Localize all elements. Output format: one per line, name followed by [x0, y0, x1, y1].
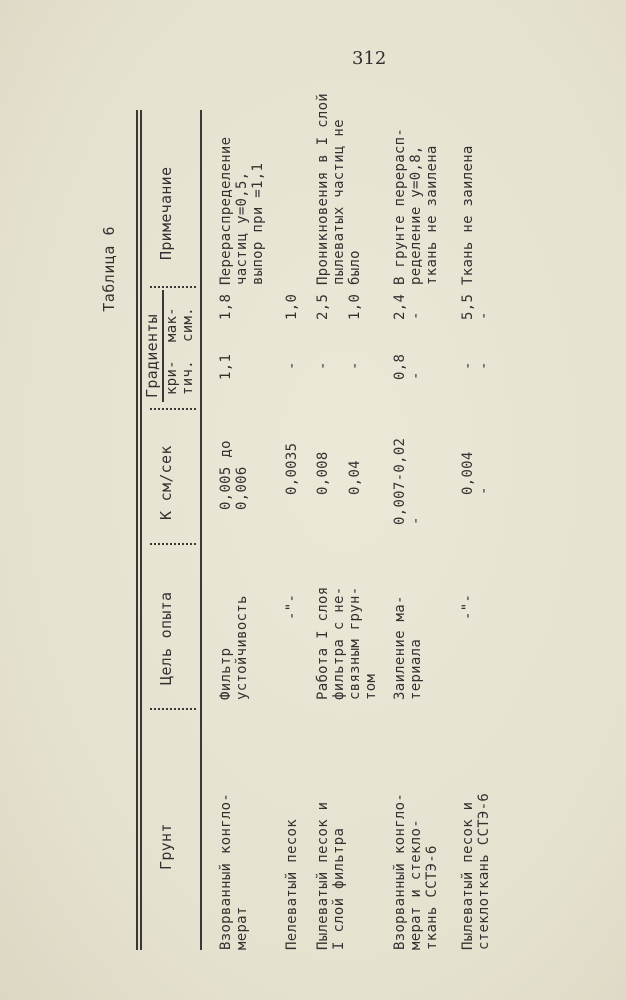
row1-note: Перераспределение частиц у=0,5, выпор при =1,1: [218, 136, 266, 285]
header-separator: [150, 708, 196, 710]
row3-max: 2,5 1,0: [315, 293, 363, 320]
row2-k: 0,0035: [284, 442, 300, 495]
row5-max: 5,5 -: [460, 293, 492, 320]
row2-soil: Пелеватый песок: [284, 819, 300, 950]
row3-soil: Пылеватый песок и I слой фильтра: [315, 801, 347, 950]
row5-purpose: -"-: [460, 593, 476, 620]
row1-k: 0,005 до 0,006: [218, 440, 250, 510]
top-rule: [136, 110, 138, 950]
row4-k: 0,007-0,02 -: [392, 437, 424, 525]
header-separator: [150, 543, 196, 545]
header-soil: Грунт: [157, 823, 175, 870]
header-k: К см/сек: [157, 445, 175, 520]
row3-crit: - -: [315, 361, 363, 370]
row1-purpose: Фильтр устойчивость: [218, 595, 250, 700]
header-separator: [150, 286, 196, 288]
header-note: Примечание: [157, 166, 175, 260]
row5-soil: Пылеватый песок и стеклоткань ССТЭ-6: [460, 792, 492, 950]
row5-crit: - -: [460, 361, 492, 370]
table-caption: Таблица 6: [100, 226, 118, 312]
row1-crit: 1,1: [218, 353, 234, 380]
row2-crit: -: [284, 361, 300, 370]
page-number: 312: [352, 48, 387, 69]
header-purpose: Цель опыта: [157, 591, 175, 685]
header-separator: [150, 408, 196, 410]
header-gradients: Градиенты: [143, 314, 161, 398]
row3-note: Проникновения в I слой пылеватых частиц не было: [315, 92, 363, 285]
row4-purpose: Заиление ма- териала: [392, 595, 424, 700]
row1-soil: Взорванный конгло- мерат: [218, 792, 250, 950]
rotated-table: [100, 92, 520, 950]
row2-max: 1,0: [284, 293, 300, 320]
top-rule-2: [140, 110, 142, 950]
row5-note: Ткань не заилена: [460, 145, 476, 285]
row4-note: В грунте перерасп- ределение у=0,8, ткань не заилена: [392, 127, 440, 285]
row4-soil: Взорванный конгло- мерат и стекло- ткань ССТЭ-6: [392, 792, 440, 950]
row4-crit: 0,8 -: [392, 353, 424, 380]
row5-k: 0,004 -: [460, 451, 492, 495]
row1-max: 1,8: [218, 293, 234, 320]
header-rule: [200, 110, 202, 950]
header-crit: кри- тич.: [164, 360, 196, 395]
row2-purpose: -"-: [284, 593, 300, 620]
row4-max: 2,4 -: [392, 293, 424, 320]
row3-purpose: Работа I слоя фильтра с не- связным грун- том: [315, 586, 379, 700]
row3-k: 0,008 0,04: [315, 451, 363, 495]
header-max: мак- сим.: [164, 307, 196, 342]
